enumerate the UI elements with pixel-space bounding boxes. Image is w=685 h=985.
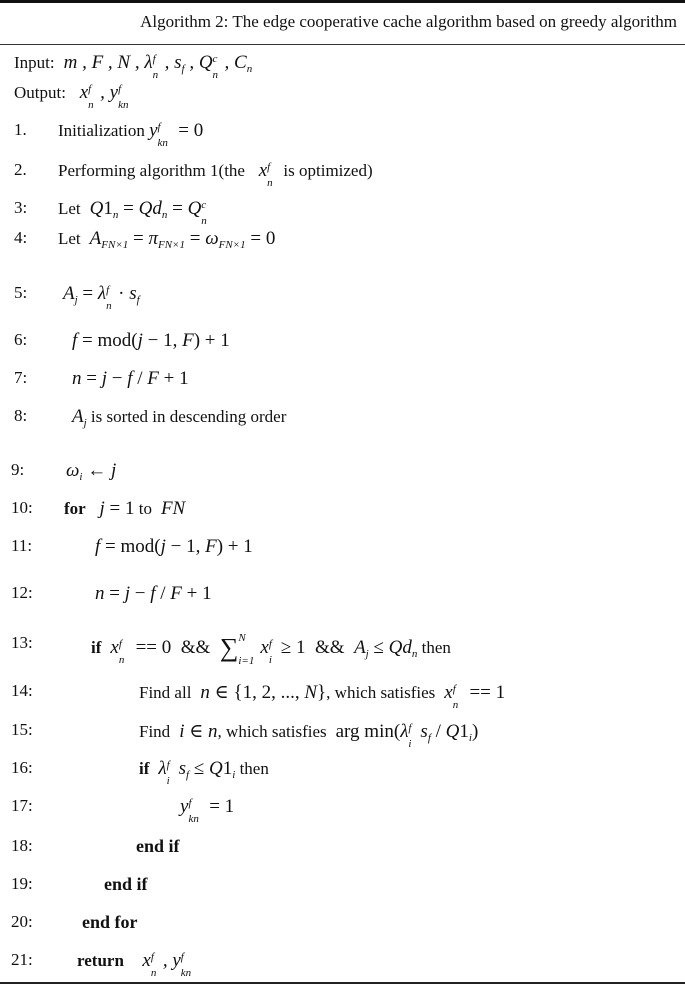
algo-line-5: [0, 283, 685, 313]
line-text-mid: , which satisfies: [326, 683, 436, 702]
end-if-keyword: end if: [136, 836, 180, 856]
algo-line-16: [0, 758, 685, 788]
bottom-rule: [0, 982, 685, 984]
if-keyword: if: [139, 759, 150, 778]
algo-line-21: [0, 950, 685, 980]
algo-line-12: [0, 583, 685, 613]
line-text: Let: [58, 229, 81, 248]
line-number: 4:: [14, 228, 28, 247]
caption-rule: [0, 44, 685, 45]
algorithm-caption: Algorithm 2: The edge cooperative cache algorithm based on greedy algorithm: [140, 12, 677, 31]
line-expr: x f n == 0 && ∑ N i=1 x f i ≥ 1 && $A_j \le Qd_n$: [105, 632, 418, 667]
algo-line-9: [0, 460, 685, 490]
line-number: 16:: [11, 758, 33, 777]
algo-line-13: [0, 632, 685, 667]
line-expr: $A_{FN\times 1} = \pi_{FN\times 1} = \omega_{FN\times 1} = 0$: [84, 228, 276, 251]
line-number: 8:: [14, 406, 28, 425]
line-number: 15:: [11, 720, 33, 739]
then-keyword: then: [239, 759, 269, 778]
line-expr: x f n , y f kn: [128, 950, 192, 979]
line-number: 11:: [11, 536, 33, 555]
algo-line-10: [0, 498, 685, 528]
algo-line-20: [0, 912, 685, 942]
line-expr: f = mod(j − 1, F) + 1: [95, 536, 253, 557]
line-expr: $\omega_i$ ← j: [66, 460, 117, 483]
to-keyword: to: [138, 499, 152, 518]
algo-line-14: [0, 681, 685, 711]
then-keyword: then: [421, 638, 451, 657]
algo-line-6: [0, 330, 685, 360]
line-text: Performing algorithm 1(the: [58, 161, 245, 180]
line-number: 19:: [11, 874, 33, 893]
algo-line-17: [0, 796, 685, 826]
algo-line-3: [0, 198, 685, 228]
line-number: 21:: [11, 950, 33, 969]
algo-line-11: [0, 536, 685, 566]
line-expr: n = j − f / F + 1: [95, 583, 212, 604]
line-number: 12:: [11, 583, 33, 602]
algo-line-15: [0, 720, 685, 750]
line-text: Find: [139, 722, 171, 741]
line-text-mid: , which satisfies: [217, 722, 327, 741]
line-expr: $A_j$: [72, 406, 87, 429]
output-line: [0, 82, 685, 112]
line-text-after: is optimized): [283, 161, 373, 180]
input-label: Input:: [14, 53, 55, 72]
line-text: Find all: [139, 683, 192, 702]
line-number: 10:: [11, 498, 33, 517]
algo-line-1: [0, 120, 685, 150]
line-expr: x f n: [249, 160, 273, 189]
line-expr: $Q1_n = Qd_n = Q$ c n: [84, 198, 207, 227]
line-text: Initialization: [58, 121, 145, 140]
line-expr: y f kn = 1: [180, 796, 235, 825]
line-expr: n ∈ {1, 2, ..., N}: [195, 682, 327, 703]
line-expr: n = j − f / F + 1: [72, 368, 189, 389]
top-rule: [0, 0, 685, 3]
algo-line-18: [0, 836, 685, 866]
line-expr: λ f i $s_f \le Q1_i$: [153, 758, 236, 787]
line-number: 5:: [14, 283, 28, 302]
algo-line-19: [0, 874, 685, 904]
output-label: Output:: [14, 83, 66, 102]
end-for-keyword: end for: [82, 912, 138, 932]
input-line: [0, 52, 685, 82]
return-keyword: return: [77, 951, 124, 970]
line-number: 18:: [11, 836, 33, 855]
line-expr-2: arg min(λ f i $s_f / Q1_i$): [335, 721, 479, 750]
line-expr: i ∈ n: [174, 721, 218, 742]
line-number: 3:: [14, 198, 28, 217]
line-number: 9:: [11, 460, 25, 479]
line-number: 7:: [14, 368, 28, 387]
line-number: 1.: [14, 120, 27, 139]
line-expr: y f kn = 0: [149, 120, 204, 149]
line-number: 2.: [14, 160, 27, 179]
algo-line-4: [0, 228, 685, 258]
line-expr-2: x f n == 1: [439, 682, 506, 711]
if-keyword: if: [91, 638, 102, 657]
line-expr-2: FN: [156, 498, 186, 519]
line-expr: j = 1: [89, 498, 135, 519]
line-expr: f = mod(j − 1, F) + 1: [72, 330, 230, 351]
line-number: 17:: [11, 796, 33, 815]
input-vars: m , F , N , λ f n , $s_f$ , Q c n , $C_n$: [58, 52, 253, 81]
algo-line-2: [0, 160, 685, 190]
algo-line-7: [0, 368, 685, 398]
output-vars: x f n , y f kn: [70, 82, 129, 111]
line-number: 6:: [14, 330, 28, 349]
line-text: Let: [58, 199, 81, 218]
line-expr: $A_j = \lambda$ f n · $s_f$: [63, 283, 140, 312]
line-number: 13:: [11, 633, 33, 652]
line-number: 14:: [11, 681, 33, 700]
line-text-after: is sorted in descending order: [90, 407, 287, 426]
line-number: 20:: [11, 912, 33, 931]
end-if-keyword: end if: [104, 874, 148, 894]
algo-line-8: [0, 406, 685, 436]
for-keyword: for: [64, 499, 86, 518]
